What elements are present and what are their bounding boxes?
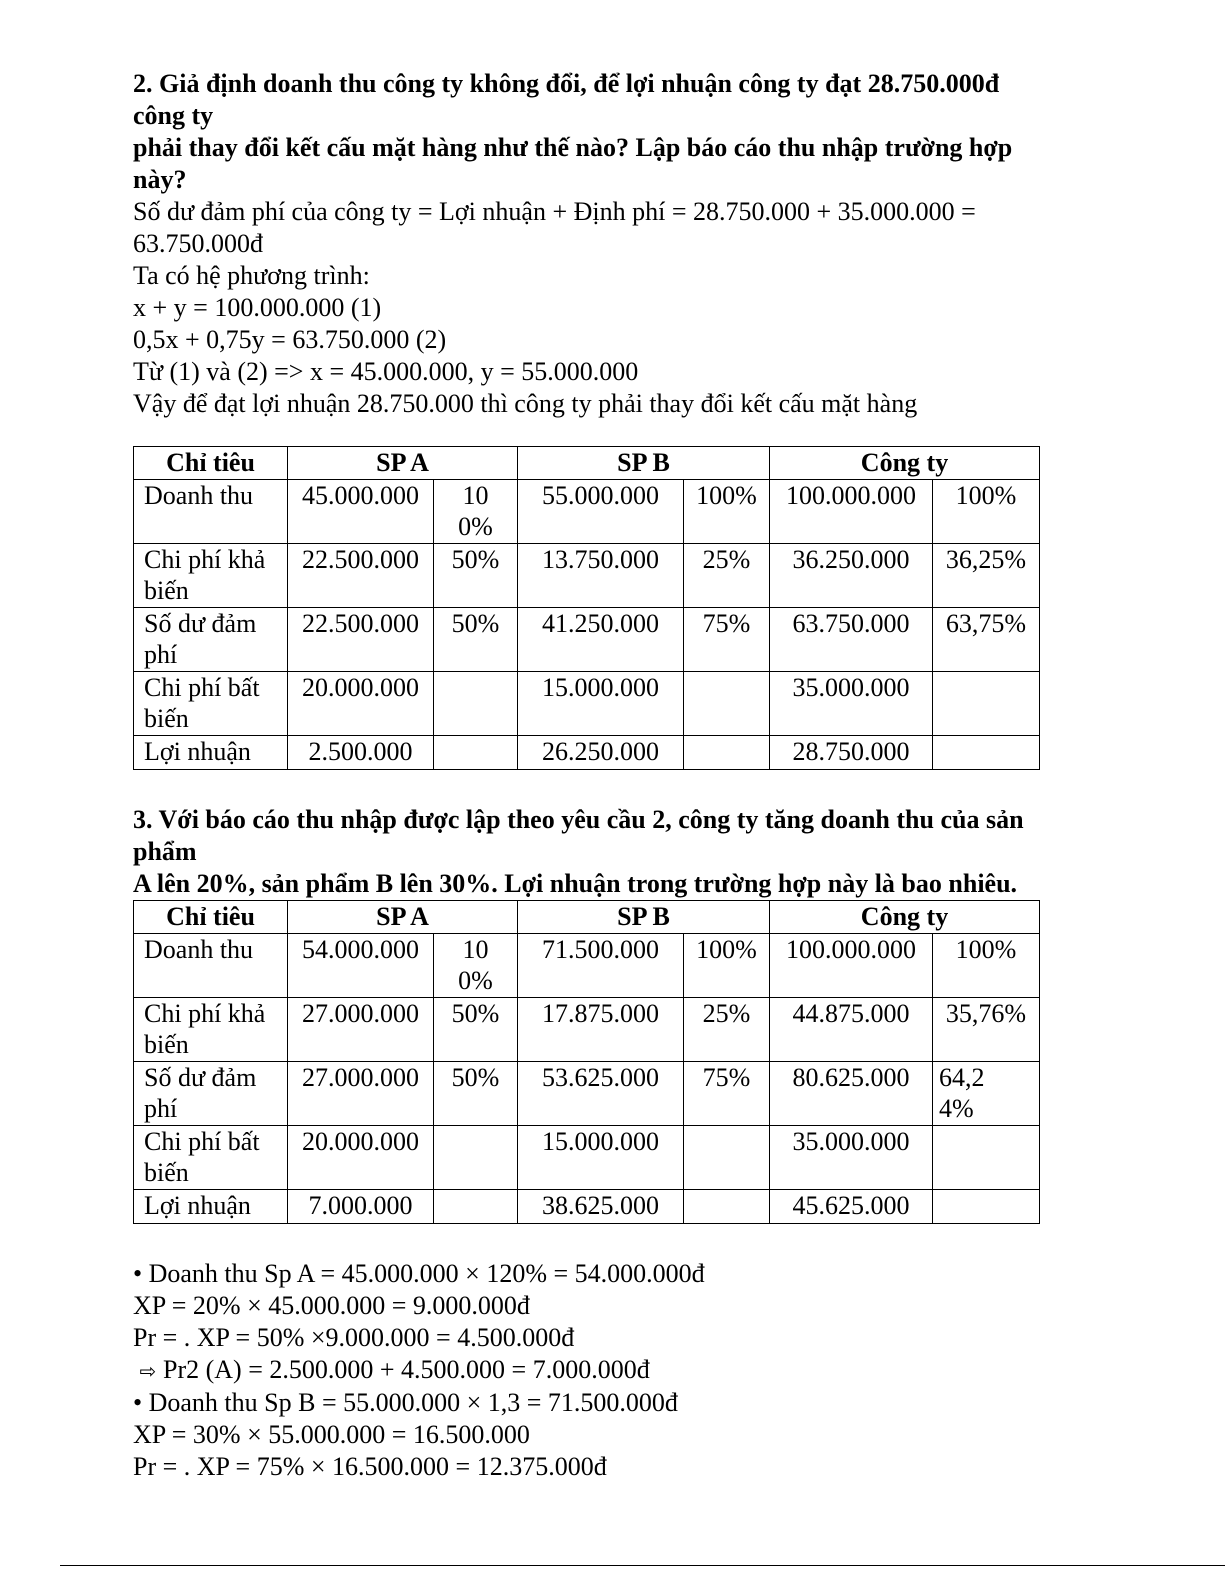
sp-b-value: 26.250.000 bbox=[518, 736, 684, 770]
body-line: 63.750.000đ bbox=[133, 229, 263, 258]
sp-b-value: 15.000.000 bbox=[518, 672, 684, 736]
header-cong-ty: Công ty bbox=[770, 447, 1040, 480]
company-percent: 64,24% bbox=[933, 1062, 1040, 1126]
sp-b-percent: 25% bbox=[684, 544, 770, 608]
body-line: Ta có hệ phương trình: bbox=[133, 261, 370, 290]
sp-a-value: 22.500.000 bbox=[288, 544, 434, 608]
row-label: Chi phí khả biến bbox=[134, 998, 288, 1062]
header-sp-a: SP A bbox=[288, 447, 518, 480]
section-3-title bbox=[133, 804, 1093, 900]
company-percent: 35,76% bbox=[933, 998, 1040, 1062]
company-value: 63.750.000 bbox=[770, 608, 933, 672]
document-page bbox=[133, 68, 1093, 1483]
note-line: • Doanh thu Sp B = 55.000.000 × 1,3 = 71.500.000đ bbox=[133, 1388, 678, 1417]
note-line: Pr = . XP = 50% ×9.000.000 = 4.500.000đ bbox=[133, 1323, 575, 1352]
table-row bbox=[134, 608, 1040, 672]
row-label: Lợi nhuận bbox=[134, 736, 288, 770]
sp-b-percent bbox=[684, 1190, 770, 1224]
page-bottom-rule bbox=[60, 1565, 1225, 1566]
header-sp-a: SP A bbox=[288, 901, 518, 934]
sp-b-value: 38.625.000 bbox=[518, 1190, 684, 1224]
heading-line: A lên 20%, sản phẩm B lên 30%. Lợi nhuận trong trường hợp này là bao nhiêu. bbox=[133, 869, 1018, 898]
heading-line: phải thay đổi kết cấu mặt hàng như thế nào? Lập báo cáo thu nhập trường hợp bbox=[133, 133, 1013, 162]
sp-b-value: 71.500.000 bbox=[518, 934, 684, 998]
note-line: Pr = . XP = 75% × 16.500.000 = 12.375.000đ bbox=[133, 1452, 607, 1481]
note-line: Pr2 (A) = 2.500.000 + 4.500.000 = 7.000.000đ bbox=[163, 1355, 650, 1384]
sp-a-value: 45.000.000 bbox=[288, 480, 434, 544]
sp-b-value: 17.875.000 bbox=[518, 998, 684, 1062]
sp-a-value: 20.000.000 bbox=[288, 672, 434, 736]
sp-b-percent bbox=[684, 1126, 770, 1190]
company-value: 36.250.000 bbox=[770, 544, 933, 608]
sp-a-percent bbox=[434, 1190, 518, 1224]
row-label: Chi phí khả biến bbox=[134, 544, 288, 608]
heading-line: này? bbox=[133, 165, 187, 194]
table-row bbox=[134, 672, 1040, 736]
sp-b-value: 13.750.000 bbox=[518, 544, 684, 608]
income-report-table-2 bbox=[133, 446, 1040, 770]
table-row bbox=[134, 1126, 1040, 1190]
note-line-with-arrow bbox=[133, 1354, 1093, 1387]
sp-b-percent: 25% bbox=[684, 998, 770, 1062]
sp-a-value: 22.500.000 bbox=[288, 608, 434, 672]
company-value: 45.625.000 bbox=[770, 1190, 933, 1224]
row-label: Chi phí bất biến bbox=[134, 1126, 288, 1190]
company-percent bbox=[933, 1190, 1040, 1224]
sp-a-percent: 50% bbox=[434, 1062, 518, 1126]
row-label: Doanh thu bbox=[134, 934, 288, 998]
company-percent: 63,75% bbox=[933, 608, 1040, 672]
company-percent bbox=[933, 736, 1040, 770]
sp-a-value: 20.000.000 bbox=[288, 1126, 434, 1190]
sp-b-value: 55.000.000 bbox=[518, 480, 684, 544]
body-line: Từ (1) và (2) => x = 45.000.000, y = 55.000.000 bbox=[133, 357, 639, 386]
sp-b-value: 53.625.000 bbox=[518, 1062, 684, 1126]
company-percent: 36,25% bbox=[933, 544, 1040, 608]
company-value: 100.000.000 bbox=[770, 480, 933, 544]
heading-line: 3. Với báo cáo thu nhập được lập theo yêu cầu 2, công ty tăng doanh thu của sản bbox=[133, 805, 1024, 834]
sp-a-percent bbox=[434, 672, 518, 736]
company-value: 44.875.000 bbox=[770, 998, 933, 1062]
company-percent: 100% bbox=[933, 934, 1040, 998]
company-value: 100.000.000 bbox=[770, 934, 933, 998]
header-chi-tieu: Chỉ tiêu bbox=[134, 901, 288, 934]
header-sp-b: SP B bbox=[518, 447, 770, 480]
row-label: Lợi nhuận bbox=[134, 1190, 288, 1224]
sp-a-value: 2.500.000 bbox=[288, 736, 434, 770]
company-percent bbox=[933, 1126, 1040, 1190]
header-sp-b: SP B bbox=[518, 901, 770, 934]
table-row bbox=[134, 934, 1040, 998]
company-value: 28.750.000 bbox=[770, 736, 933, 770]
table-row bbox=[134, 1062, 1040, 1126]
header-chi-tieu: Chỉ tiêu bbox=[134, 447, 288, 480]
note-line: • Doanh thu Sp A = 45.000.000 × 120% = 54.000.000đ bbox=[133, 1259, 705, 1288]
sp-a-percent: 50% bbox=[434, 998, 518, 1062]
table-row bbox=[134, 736, 1040, 770]
sp-a-percent: 50% bbox=[434, 544, 518, 608]
row-label: Doanh thu bbox=[134, 480, 288, 544]
sp-a-value: 27.000.000 bbox=[288, 1062, 434, 1126]
section-2-title bbox=[133, 68, 1093, 196]
sp-a-percent: 100% bbox=[434, 934, 518, 998]
row-label: Chi phí bất biến bbox=[134, 672, 288, 736]
note-line: XP = 30% × 55.000.000 = 16.500.000 bbox=[133, 1420, 530, 1449]
body-line: x + y = 100.000.000 (1) bbox=[133, 293, 382, 322]
arrow-right-icon: ⇨ bbox=[139, 1359, 157, 1383]
sp-a-percent bbox=[434, 1126, 518, 1190]
company-value: 35.000.000 bbox=[770, 672, 933, 736]
company-value: 35.000.000 bbox=[770, 1126, 933, 1190]
sp-a-value: 27.000.000 bbox=[288, 998, 434, 1062]
sp-b-percent: 100% bbox=[684, 934, 770, 998]
sp-b-percent: 75% bbox=[684, 1062, 770, 1126]
calculation-notes bbox=[133, 1258, 1093, 1483]
body-line: Số dư đảm phí của công ty = Lợi nhuận + Định phí = 28.750.000 + 35.000.000 = bbox=[133, 197, 976, 226]
table-row bbox=[134, 998, 1040, 1062]
row-label: Số dư đảm phí bbox=[134, 1062, 288, 1126]
table-row bbox=[134, 480, 1040, 544]
sp-b-value: 15.000.000 bbox=[518, 1126, 684, 1190]
sp-b-percent: 75% bbox=[684, 608, 770, 672]
sp-a-value: 54.000.000 bbox=[288, 934, 434, 998]
body-line: 0,5x + 0,75y = 63.750.000 (2) bbox=[133, 325, 447, 354]
sp-a-percent: 50% bbox=[434, 608, 518, 672]
sp-a-percent bbox=[434, 736, 518, 770]
sp-b-value: 41.250.000 bbox=[518, 608, 684, 672]
income-report-table-3 bbox=[133, 900, 1040, 1224]
sp-a-percent: 100% bbox=[434, 480, 518, 544]
table-row bbox=[134, 1190, 1040, 1224]
company-value: 80.625.000 bbox=[770, 1062, 933, 1126]
sp-a-value: 7.000.000 bbox=[288, 1190, 434, 1224]
note-line: XP = 20% × 45.000.000 = 9.000.000đ bbox=[133, 1291, 530, 1320]
table-header-row bbox=[134, 447, 1040, 480]
heading-line: phẩm bbox=[133, 837, 197, 866]
sp-b-percent bbox=[684, 736, 770, 770]
header-cong-ty: Công ty bbox=[770, 901, 1040, 934]
company-percent: 100% bbox=[933, 480, 1040, 544]
company-percent bbox=[933, 672, 1040, 736]
sp-b-percent: 100% bbox=[684, 480, 770, 544]
table-row bbox=[134, 544, 1040, 608]
sp-b-percent bbox=[684, 672, 770, 736]
row-label: Số dư đảm phí bbox=[134, 608, 288, 672]
section-2-body bbox=[133, 196, 1093, 420]
table-header-row bbox=[134, 901, 1040, 934]
heading-line: 2. Giả định doanh thu công ty không đổi, để lợi nhuận công ty đạt 28.750.000đ bbox=[133, 69, 1000, 98]
body-line: Vậy để đạt lợi nhuận 28.750.000 thì công ty phải thay đổi kết cấu mặt hàng bbox=[133, 389, 918, 418]
heading-line: công ty bbox=[133, 101, 214, 130]
